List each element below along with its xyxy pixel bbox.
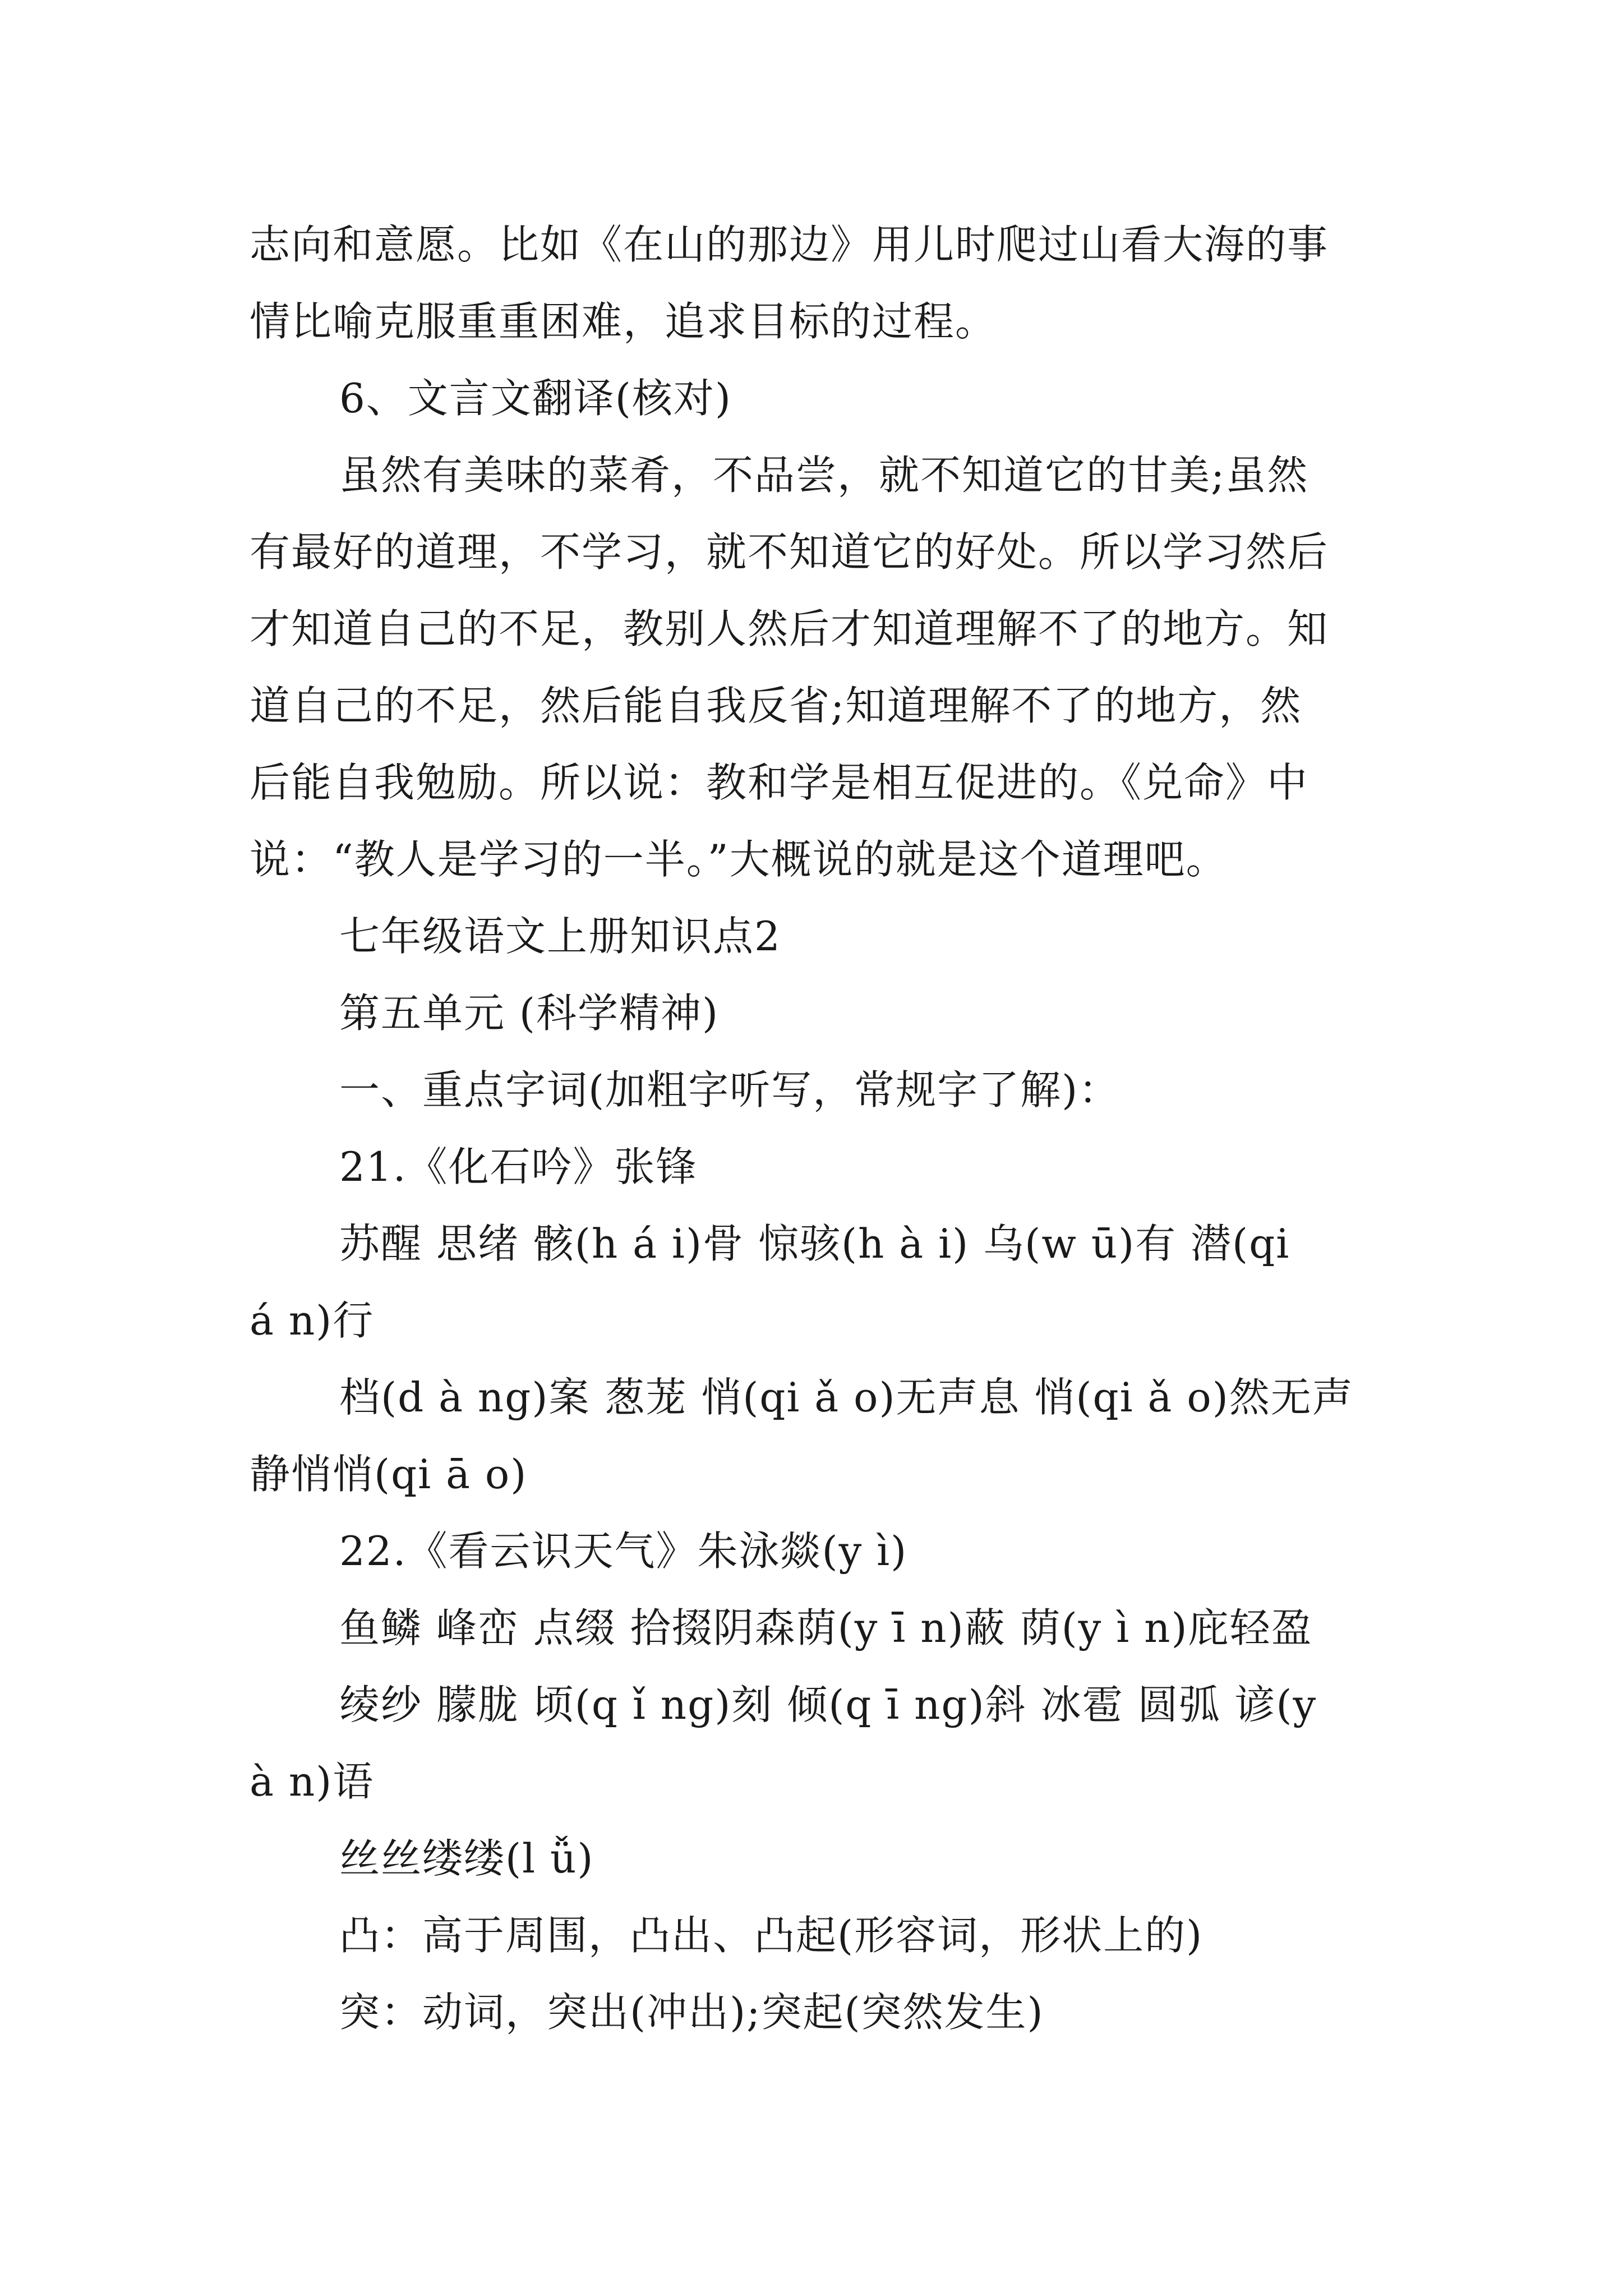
paragraph-line: 情比喻克服重重困难，追求目标的过程。 [250, 298, 997, 345]
section-heading: 6、文言文翻译(核对) [339, 375, 732, 422]
document-title: 七年级语文上册知识点2 [339, 913, 781, 960]
paragraph-line: 后能自我勉励。所以说：教和学是相互促进的。《兑命》中 [250, 759, 1309, 806]
paragraph-line: 虽然有美味的菜肴，不品尝，就不知道它的甘美;虽然 [339, 452, 1309, 499]
paragraph-line: 志向和意愿。比如《在山的那边》用儿时爬过山看大海的事 [250, 221, 1329, 268]
vocab-line: 丝丝缕缕(l ǚ) [339, 1835, 594, 1882]
vocab-line: 绫纱 朦胧 顷(q ǐ ng)刻 倾(q ī ng)斜 冰雹 圆弧 谚(y [339, 1681, 1317, 1728]
lesson-heading: 21.《化石吟》张锋 [339, 1143, 698, 1190]
vocab-line: 静悄悄(qi ā o) [250, 1451, 528, 1498]
vocab-line: 苏醒 思绪 骸(h á i)骨 惊骇(h à i) 乌(w ū)有 潜(qi [339, 1220, 1290, 1267]
note-line: 凸：高于周围，凸出、凸起(形容词，形状上的) [339, 1912, 1204, 1959]
paragraph-line: 有最好的道理，不学习，就不知道它的好处。所以学习然后 [250, 528, 1329, 576]
paragraph-line: 说：“教人是学习的一半。”大概说的就是这个道理吧。 [250, 836, 1228, 883]
vocab-line: 档(d à ng)案 葱茏 悄(qi ǎ o)无声息 悄(qi ǎ o)然无声 [339, 1374, 1354, 1421]
section-heading: 一、重点字词(加粗字听写，常规字了解)： [339, 1066, 1121, 1114]
lesson-heading: 22.《看云识天气》朱泳燚(y ì) [339, 1527, 908, 1575]
document-body [250, 206, 1391, 2051]
paragraph-line: 才知道自己的不足，教别人然后才知道理解不了的地方。知 [250, 605, 1329, 652]
vocab-line: á n)行 [250, 1297, 375, 1344]
vocab-line: à n)语 [250, 1758, 375, 1805]
unit-heading: 第五单元 (科学精神) [339, 990, 720, 1037]
vocab-line: 鱼鳞 峰峦 点缀 拾掇阴森荫(y ī n)蔽 荫(y ì n)庇轻盈 [339, 1604, 1313, 1651]
paragraph-line: 道自己的不足，然后能自我反省;知道理解不了的地方，然 [250, 682, 1302, 729]
note-line: 突：动词，突出(冲出);突起(突然发生) [339, 1989, 1044, 2036]
